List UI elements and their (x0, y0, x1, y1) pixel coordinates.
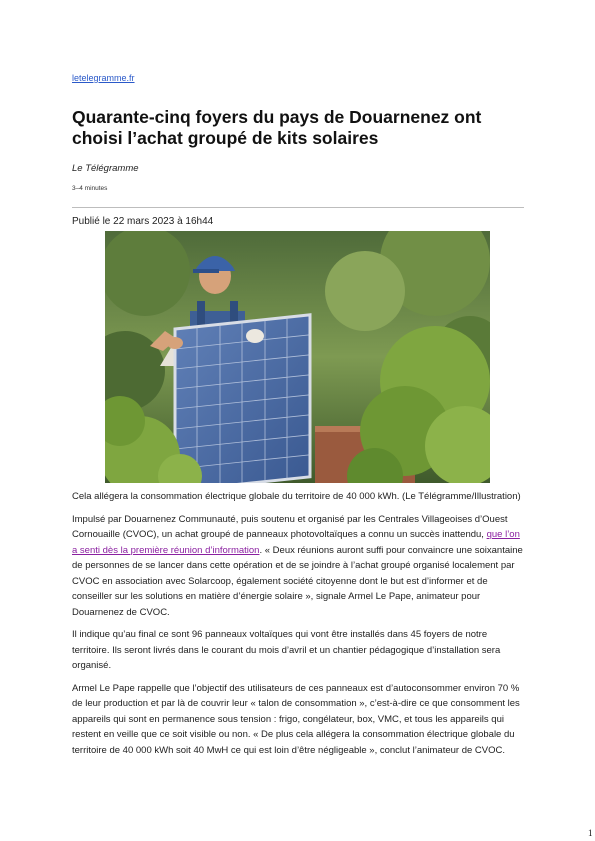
source-link[interactable]: letelegramme.fr (72, 73, 135, 83)
paragraph (72, 512, 524, 621)
read-time: 3–4 minutes (72, 185, 108, 192)
paragraph: Armel Le Pape rappelle que l’objectif des utilisateurs de ces panneaux est d’autoconsommer environ 70 % de leur production et par là de couvrir leur « talon de consommation », c’est-à-dire ce que consomment les appareils qui sont en permanence sous tension : frigo, congélateur, box, VMC, et tous les appareils qui restent en veille que ce soit visible ou non. « De plus cela allégera la consommation électrique globale du territoire de 40 000 kWh soit 40 MwH ce qui est loin d’être négligeable », conclut l’animateur de CVOC. (72, 682, 520, 756)
article-body (72, 489, 524, 765)
publish-date: Publié le 22 mars 2023 à 16h44 (72, 216, 214, 227)
article-photo (105, 231, 490, 483)
page-number: 1 (588, 828, 593, 838)
photo-solar-panel-installer (105, 231, 490, 483)
header-divider (72, 207, 524, 208)
article-author: Le Télégramme (72, 163, 139, 174)
paragraph-text: . « Deux réunions auront suffi pour convaincre une soixantaine de personnes de se lancer dans cette opération et de se joindre à l’achat groupé organisé localement par CVOC en association avec Solarcoop, également société citoyenne dont le but est d’informer et de conseiller sur les solutions en matière d’énergie solaire », signale Armel Le Pape, animateur pour Douarnenez de CVOC. (72, 544, 523, 618)
paragraph-text: Impulsé par Douarnenez Communauté, puis soutenu et organisé par les Centrales Villageoises d’Ouest Cornouaille (CVOC), un achat groupé de panneaux photovoltaïques a connu un succès inattendu, (72, 513, 508, 540)
photo-caption: Cela allégera la consommation électrique globale du territoire de 40 000 kWh. (Le Télégramme/Illustration) (72, 491, 521, 502)
article-title: Quarante-cinq foyers du pays de Douarnenez ont choisi l’achat groupé de kits solaires (72, 107, 482, 148)
information-meeting-link[interactable]: que l’on a senti dès la première réunion d’information (72, 529, 520, 556)
paragraph: Il indique qu’au final ce sont 96 panneaux voltaïques qui vont être installés dans 45 foyers de notre territoire. Ils seront livrés dans le courant du mois d’avril et un chantier pédagogique d’installation sera organisé. (72, 629, 501, 671)
